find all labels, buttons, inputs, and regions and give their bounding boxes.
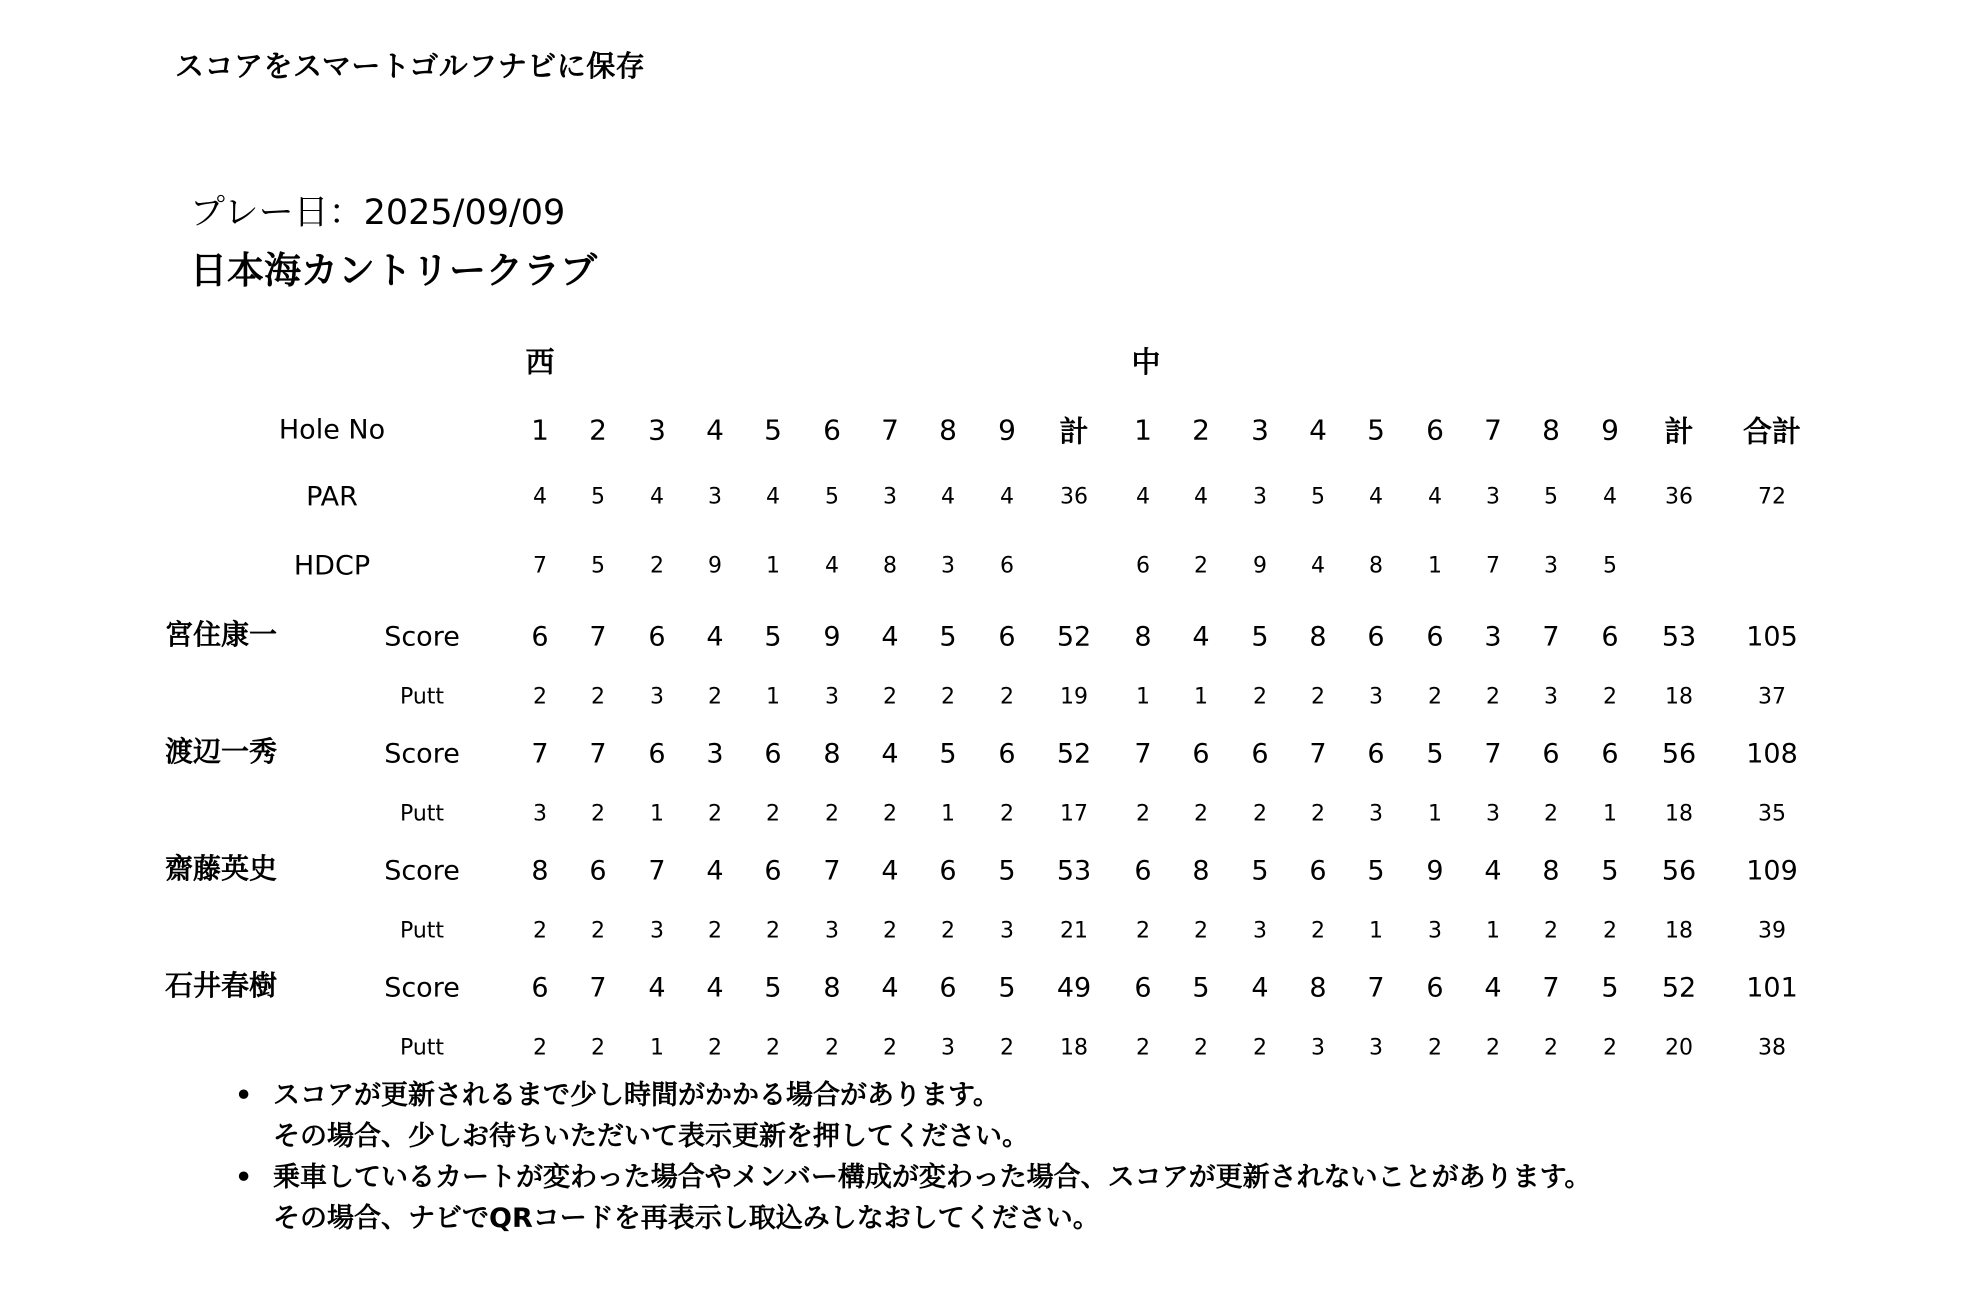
putt-cell: 2: [1136, 918, 1150, 944]
score-cell: 6: [764, 855, 782, 887]
putt-cell: 3: [1369, 684, 1383, 710]
score-cell: 6: [648, 621, 666, 653]
putt-row-label: Putt: [399, 1035, 445, 1061]
score-cell: 6: [589, 855, 607, 887]
notes-list: [235, 1075, 1591, 1239]
score-cell: 6: [531, 621, 549, 653]
page-header-title: スコアをスマートゴルフナビに保存: [175, 49, 646, 83]
putt-cell: 3: [1369, 801, 1383, 827]
hole-number-cell: 9: [998, 413, 1016, 447]
putt-cell: 3: [825, 684, 839, 710]
hdcp-cell: 4: [1311, 553, 1325, 579]
putt-cell: 17: [1060, 801, 1088, 827]
score-cell: 9: [823, 621, 841, 653]
score-cell: 4: [1484, 972, 1502, 1004]
putt-cell: 2: [1486, 684, 1500, 710]
score-cell: 5: [1601, 972, 1619, 1004]
score-cell: 101: [1746, 972, 1798, 1004]
player-name: 齋藤英史: [165, 852, 278, 885]
putt-cell: 3: [1311, 1035, 1325, 1061]
hole-number-cell: 9: [1601, 413, 1619, 447]
putt-cell: 38: [1758, 1035, 1786, 1061]
note-item: [235, 1075, 1591, 1157]
putt-cell: 2: [1000, 1035, 1014, 1061]
score-cell: 4: [881, 972, 899, 1004]
putt-cell: 3: [1253, 918, 1267, 944]
hdcp-cell: 2: [1194, 553, 1208, 579]
score-cell: 4: [1192, 621, 1210, 653]
hole-number-cell: 8: [939, 413, 957, 447]
note-line: 乗車しているカートが変わった場合やメンバー構成が変わった場合、スコアが更新されないことがあります。: [273, 1162, 1592, 1193]
hole-number-cell: 3: [1251, 413, 1269, 447]
score-cell: 7: [589, 738, 607, 770]
putt-cell: 1: [1194, 684, 1208, 710]
hdcp-cell: 8: [883, 553, 897, 579]
hole-number-cell: 8: [1542, 413, 1560, 447]
putt-cell: 2: [941, 918, 955, 944]
score-cell: 6: [1426, 621, 1444, 653]
score-cell: 6: [998, 621, 1016, 653]
putt-cell: 18: [1665, 801, 1693, 827]
score-cell: 8: [1309, 621, 1327, 653]
putt-cell: 2: [1311, 918, 1325, 944]
score-cell: 3: [706, 738, 724, 770]
hole-number-cell: 5: [764, 413, 782, 447]
score-cell: 6: [1426, 972, 1444, 1004]
par-cell: 4: [766, 484, 780, 510]
score-cell: 7: [1134, 738, 1152, 770]
hole-number-cell: 1: [531, 413, 549, 447]
par-cell: 4: [1428, 484, 1442, 510]
putt-cell: 2: [1194, 1035, 1208, 1061]
putt-cell: 3: [1486, 801, 1500, 827]
score-cell: 7: [648, 855, 666, 887]
out-course-label: 西: [525, 345, 555, 379]
putt-cell: 2: [1136, 801, 1150, 827]
putt-cell: 3: [1369, 1035, 1383, 1061]
score-cell: 53: [1056, 855, 1092, 887]
score-cell: 6: [1542, 738, 1560, 770]
hdcp-cell: 9: [1253, 553, 1267, 579]
score-cell: 52: [1661, 972, 1697, 1004]
par-cell: 4: [1000, 484, 1014, 510]
putt-cell: 1: [941, 801, 955, 827]
row-label-par: PAR: [306, 481, 358, 513]
putt-cell: 35: [1758, 801, 1786, 827]
score-cell: 53: [1661, 621, 1697, 653]
score-cell: 5: [1601, 855, 1619, 887]
par-cell: 4: [1369, 484, 1383, 510]
putt-cell: 2: [1194, 801, 1208, 827]
score-row-label: Score: [384, 972, 460, 1004]
score-cell: 8: [1309, 972, 1327, 1004]
bullet-icon: •: [235, 1080, 253, 1111]
score-cell: 4: [648, 972, 666, 1004]
putt-cell: 2: [1603, 918, 1617, 944]
putt-cell: 19: [1060, 684, 1088, 710]
player-name: 渡辺一秀: [165, 735, 278, 768]
score-cell: 5: [939, 621, 957, 653]
score-cell: 109: [1746, 855, 1798, 887]
par-cell: 4: [650, 484, 664, 510]
putt-cell: 2: [941, 684, 955, 710]
putt-cell: 2: [1253, 801, 1267, 827]
putt-cell: 2: [766, 1035, 780, 1061]
putt-cell: 1: [650, 801, 664, 827]
hole-number-cell: 4: [1309, 413, 1327, 447]
putt-cell: 2: [1311, 684, 1325, 710]
putt-cell: 1: [650, 1035, 664, 1061]
score-cell: 5: [998, 972, 1016, 1004]
player-name: 宮住康一: [165, 618, 278, 651]
score-cell: 6: [1192, 738, 1210, 770]
putt-cell: 2: [1428, 684, 1442, 710]
hole-number-cell: 計: [1059, 414, 1089, 449]
hole-number-cell: 6: [1426, 413, 1444, 447]
note-line: その場合、少しお待ちいただいて表示更新を押してください。: [273, 1121, 1029, 1152]
score-cell: 8: [1134, 621, 1152, 653]
score-cell: 7: [589, 621, 607, 653]
hole-number-cell: 7: [881, 413, 899, 447]
putt-cell: 2: [1253, 684, 1267, 710]
par-cell: 72: [1758, 484, 1786, 510]
putt-cell: 2: [708, 918, 722, 944]
putt-cell: 1: [1486, 918, 1500, 944]
bullet-icon: •: [235, 1162, 253, 1193]
hole-number-cell: 4: [706, 413, 724, 447]
hdcp-cell: 6: [1136, 553, 1150, 579]
score-cell: 49: [1056, 972, 1092, 1004]
hdcp-cell: 4: [825, 553, 839, 579]
score-cell: 52: [1056, 738, 1092, 770]
score-cell: 7: [823, 855, 841, 887]
putt-cell: 2: [533, 918, 547, 944]
putt-cell: 2: [825, 1035, 839, 1061]
putt-cell: 2: [1253, 1035, 1267, 1061]
putt-cell: 2: [1428, 1035, 1442, 1061]
score-cell: 5: [1251, 855, 1269, 887]
score-cell: 4: [706, 855, 724, 887]
par-cell: 3: [1253, 484, 1267, 510]
score-cell: 4: [1484, 855, 1502, 887]
score-cell: 4: [881, 621, 899, 653]
putt-cell: 2: [1000, 684, 1014, 710]
score-cell: 7: [531, 738, 549, 770]
score-cell: 3: [1484, 621, 1502, 653]
putt-cell: 2: [1603, 1035, 1617, 1061]
putt-cell: 2: [883, 1035, 897, 1061]
putt-cell: 2: [1544, 1035, 1558, 1061]
putt-cell: 21: [1060, 918, 1088, 944]
score-cell: 5: [1251, 621, 1269, 653]
hole-number-cell: 合計: [1742, 414, 1802, 449]
par-cell: 4: [1136, 484, 1150, 510]
putt-cell: 3: [1428, 918, 1442, 944]
putt-cell: 2: [1486, 1035, 1500, 1061]
putt-cell: 1: [1428, 801, 1442, 827]
putt-cell: 2: [1603, 684, 1617, 710]
score-cell: 8: [823, 738, 841, 770]
score-cell: 5: [939, 738, 957, 770]
putt-cell: 2: [591, 1035, 605, 1061]
putt-row-label: Putt: [399, 801, 445, 827]
par-cell: 36: [1060, 484, 1088, 510]
putt-cell: 2: [591, 918, 605, 944]
score-cell: 6: [1601, 738, 1619, 770]
par-cell: 5: [1311, 484, 1325, 510]
score-cell: 6: [1309, 855, 1327, 887]
putt-cell: 18: [1665, 684, 1693, 710]
row-label-hdcp: HDCP: [293, 550, 371, 582]
par-cell: 36: [1665, 484, 1693, 510]
putt-cell: 2: [766, 918, 780, 944]
hole-number-cell: 3: [648, 413, 666, 447]
score-cell: 6: [1134, 972, 1152, 1004]
putt-cell: 39: [1758, 918, 1786, 944]
score-cell: 7: [1542, 972, 1560, 1004]
score-cell: 52: [1056, 621, 1092, 653]
par-cell: 5: [825, 484, 839, 510]
par-cell: 3: [708, 484, 722, 510]
score-cell: 6: [998, 738, 1016, 770]
score-cell: 5: [1192, 972, 1210, 1004]
putt-cell: 2: [708, 684, 722, 710]
player-name: 石井春樹: [165, 969, 278, 1002]
putt-cell: 2: [1544, 918, 1558, 944]
hdcp-cell: 3: [941, 553, 955, 579]
putt-cell: 2: [533, 1035, 547, 1061]
par-cell: 5: [1544, 484, 1558, 510]
putt-cell: 2: [883, 918, 897, 944]
note-item: [235, 1157, 1591, 1239]
score-cell: 8: [1542, 855, 1560, 887]
score-cell: 7: [1309, 738, 1327, 770]
hole-number-cell: 1: [1134, 413, 1152, 447]
putt-row-label: Putt: [399, 684, 445, 710]
score-cell: 108: [1746, 738, 1798, 770]
hdcp-cell: 8: [1369, 553, 1383, 579]
score-cell: 6: [764, 738, 782, 770]
score-cell: 5: [998, 855, 1016, 887]
putt-cell: 2: [1544, 801, 1558, 827]
hdcp-cell: 6: [1000, 553, 1014, 579]
putt-cell: 3: [941, 1035, 955, 1061]
score-cell: 6: [1367, 621, 1385, 653]
score-row-label: Score: [384, 855, 460, 887]
putt-cell: 1: [766, 684, 780, 710]
score-cell: 6: [1251, 738, 1269, 770]
score-cell: 6: [648, 738, 666, 770]
hole-number-cell: 2: [1192, 413, 1210, 447]
hdcp-cell: 7: [533, 553, 547, 579]
score-cell: 7: [1367, 972, 1385, 1004]
putt-cell: 2: [708, 801, 722, 827]
hole-number-cell: 7: [1484, 413, 1502, 447]
score-cell: 5: [1367, 855, 1385, 887]
course-name: 日本海カントリークラブ: [190, 249, 597, 292]
score-cell: 9: [1426, 855, 1444, 887]
par-cell: 4: [1194, 484, 1208, 510]
putt-cell: 3: [825, 918, 839, 944]
hdcp-cell: 5: [1603, 553, 1617, 579]
par-cell: 3: [883, 484, 897, 510]
putt-cell: 3: [1544, 684, 1558, 710]
note-line: その場合、ナビでQRコードを再表示し取込みしなおしてください。: [273, 1203, 1100, 1234]
row-label-hole: Hole No: [278, 414, 386, 446]
putt-cell: 3: [533, 801, 547, 827]
hdcp-cell: 7: [1486, 553, 1500, 579]
score-cell: 5: [764, 621, 782, 653]
putt-cell: 2: [1136, 1035, 1150, 1061]
score-cell: 8: [823, 972, 841, 1004]
par-cell: 3: [1486, 484, 1500, 510]
putt-cell: 2: [766, 801, 780, 827]
score-cell: 6: [1367, 738, 1385, 770]
putt-cell: 18: [1665, 918, 1693, 944]
score-cell: 4: [706, 621, 724, 653]
play-date: プレー日：2025/09/09: [190, 193, 566, 233]
putt-cell: 2: [1000, 801, 1014, 827]
hole-number-cell: 2: [589, 413, 607, 447]
score-cell: 5: [764, 972, 782, 1004]
score-cell: 4: [1251, 972, 1269, 1004]
hole-number-cell: 計: [1664, 414, 1694, 449]
in-course-label: 中: [1131, 345, 1161, 379]
note-line: スコアが更新されるまで少し時間がかかる場合があります。: [273, 1080, 1000, 1111]
score-cell: 7: [1542, 621, 1560, 653]
score-cell: 6: [939, 972, 957, 1004]
score-cell: 4: [881, 855, 899, 887]
putt-cell: 3: [1000, 918, 1014, 944]
score-cell: 8: [1192, 855, 1210, 887]
hole-number-cell: 5: [1367, 413, 1385, 447]
score-row-label: Score: [384, 621, 460, 653]
score-cell: 7: [1484, 738, 1502, 770]
score-cell: 8: [531, 855, 549, 887]
hdcp-cell: 2: [650, 553, 664, 579]
score-cell: 105: [1746, 621, 1798, 653]
score-cell: 4: [881, 738, 899, 770]
putt-cell: 3: [650, 918, 664, 944]
putt-cell: 2: [591, 684, 605, 710]
putt-cell: 2: [533, 684, 547, 710]
hole-number-cell: 6: [823, 413, 841, 447]
putt-cell: 2: [591, 801, 605, 827]
score-cell: 6: [1134, 855, 1152, 887]
putt-cell: 18: [1060, 1035, 1088, 1061]
score-cell: 5: [1426, 738, 1444, 770]
putt-cell: 2: [883, 801, 897, 827]
putt-cell: 1: [1369, 918, 1383, 944]
par-cell: 4: [941, 484, 955, 510]
par-cell: 5: [591, 484, 605, 510]
putt-cell: 2: [708, 1035, 722, 1061]
putt-row-label: Putt: [399, 918, 445, 944]
putt-cell: 2: [1194, 918, 1208, 944]
score-row-label: Score: [384, 738, 460, 770]
score-cell: 6: [1601, 621, 1619, 653]
score-cell: 56: [1661, 855, 1697, 887]
putt-cell: 20: [1665, 1035, 1693, 1061]
putt-cell: 3: [650, 684, 664, 710]
putt-cell: 37: [1758, 684, 1786, 710]
hdcp-cell: 5: [591, 553, 605, 579]
score-cell: 6: [939, 855, 957, 887]
putt-cell: 1: [1603, 801, 1617, 827]
par-cell: 4: [533, 484, 547, 510]
hdcp-cell: 9: [708, 553, 722, 579]
putt-cell: 1: [1136, 684, 1150, 710]
score-cell: 6: [531, 972, 549, 1004]
putt-cell: 2: [825, 801, 839, 827]
putt-cell: 2: [883, 684, 897, 710]
score-cell: 56: [1661, 738, 1697, 770]
hdcp-cell: 1: [766, 553, 780, 579]
hdcp-cell: 3: [1544, 553, 1558, 579]
score-cell: 4: [706, 972, 724, 1004]
par-cell: 4: [1603, 484, 1617, 510]
score-cell: 7: [589, 972, 607, 1004]
putt-cell: 2: [1311, 801, 1325, 827]
hdcp-cell: 1: [1428, 553, 1442, 579]
